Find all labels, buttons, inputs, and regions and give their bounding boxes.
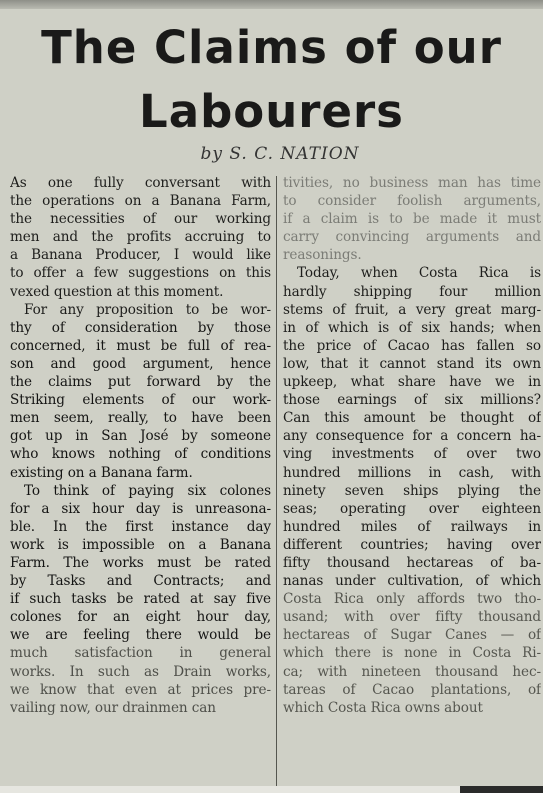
text-line: who knows nothing of conditions bbox=[10, 446, 271, 463]
text-line: the claims put forward by the bbox=[10, 374, 271, 391]
text-line: any consequence for a concern ha- bbox=[283, 428, 541, 445]
text-line: existing on a Banana farm. bbox=[10, 464, 193, 481]
text-line: For any proposition to be wor- bbox=[24, 301, 271, 318]
left-text-column bbox=[10, 174, 271, 717]
text-line: ca; with nineteen thousand hec- bbox=[283, 663, 541, 680]
text-line: the price of Cacao has fallen so bbox=[283, 337, 541, 354]
text-line: vexed question at this moment. bbox=[10, 283, 224, 300]
text-line: Can this amount be thought of bbox=[283, 410, 541, 427]
text-line: a Banana Producer, I would like bbox=[10, 247, 271, 264]
text-line: upkeep, what share have we in bbox=[283, 374, 541, 391]
text-line: tivities, no business man has time bbox=[283, 175, 541, 191]
text-line: by Tasks and Contracts; and bbox=[10, 573, 271, 590]
text-line: work is impossible on a Banana bbox=[10, 536, 271, 553]
text-line: stems of fruit, a very great marg- bbox=[283, 301, 541, 318]
article-title-line-1: The Claims of our bbox=[41, 21, 502, 74]
text-line: which there is none in Costa Ri- bbox=[283, 645, 541, 662]
text-line: Costa Rica only affords two tho- bbox=[283, 591, 541, 608]
text-line: As one fully conversant with bbox=[10, 175, 271, 191]
text-line: thy of consideration by those bbox=[10, 319, 271, 336]
article-title-line-2: Labourers bbox=[139, 85, 404, 138]
text-line: hundred millions in cash, with bbox=[283, 464, 541, 481]
text-line: works. In such as Drain works, bbox=[10, 663, 271, 680]
text-line: colones for an eight hour day, bbox=[10, 609, 271, 626]
text-line: usand; with over fifty thousand bbox=[283, 609, 541, 626]
text-line: the operations on a Banana Farm, bbox=[10, 193, 271, 210]
text-line: much satisfaction in general bbox=[10, 645, 271, 662]
text-line: tareas of Cacao plantations, of bbox=[283, 681, 541, 698]
text-line: to consider foolish arguments, bbox=[283, 193, 541, 210]
page-top-edge bbox=[0, 0, 543, 9]
text-line: low, that it cannot stand its own bbox=[283, 355, 541, 372]
text-line: hardly shipping four million bbox=[283, 283, 541, 300]
text-line: the necessities of our working bbox=[10, 211, 271, 228]
text-line: ninety seven ships plying the bbox=[283, 482, 541, 499]
text-line: got up in San José by someone bbox=[10, 428, 271, 445]
text-line: hectareas of Sugar Canes — of bbox=[283, 627, 541, 644]
text-line: Striking elements of our work- bbox=[10, 392, 271, 409]
text-line: for a six hour day is unreasona- bbox=[10, 500, 271, 517]
text-line: which Costa Rica owns about bbox=[283, 699, 483, 716]
text-line: to offer a few suggestions on this bbox=[10, 265, 271, 282]
text-line: in of which is of six hands; when bbox=[283, 319, 541, 336]
text-line: men and the profits accruing to bbox=[10, 229, 271, 246]
text-line: we are feeling there would be bbox=[10, 627, 271, 644]
text-line: vailing now, our drainmen can bbox=[10, 699, 216, 716]
article-title bbox=[0, 16, 543, 144]
text-line: Today, when Costa Rica is bbox=[297, 265, 541, 282]
text-line: carry convincing arguments and bbox=[283, 229, 541, 246]
article-byline: by S. C. NATION bbox=[200, 144, 360, 164]
text-line: we know that even at prices pre- bbox=[10, 681, 271, 698]
text-line: hundred miles of railways in bbox=[283, 518, 541, 535]
text-line: those earnings of six millions? bbox=[283, 392, 541, 409]
text-line: concerned, it must be full of rea- bbox=[10, 337, 271, 354]
text-line: reasonings. bbox=[283, 247, 362, 264]
text-line: nanas under cultivation, of which bbox=[283, 573, 541, 590]
text-line: ble. In the first instance day bbox=[10, 518, 271, 535]
text-line: ving investments of over two bbox=[283, 446, 541, 463]
text-line: To think of paying six colones bbox=[24, 482, 271, 499]
text-line: if a claim is to be made it must bbox=[283, 211, 541, 228]
right-text-column bbox=[283, 174, 541, 717]
text-line: fifty thousand hectareas of ba- bbox=[283, 554, 541, 571]
text-line: seas; operating over eighteen bbox=[283, 500, 541, 517]
page-bottom-edge bbox=[0, 786, 543, 793]
text-line: son and good argument, hence bbox=[10, 355, 271, 372]
text-line: if such tasks be rated at say five bbox=[10, 591, 271, 608]
text-line: Farm. The works must be rated bbox=[10, 554, 271, 571]
text-line: different countries; having over bbox=[283, 536, 541, 553]
column-divider bbox=[276, 176, 277, 788]
text-line: men seem, really, to have been bbox=[10, 410, 271, 427]
